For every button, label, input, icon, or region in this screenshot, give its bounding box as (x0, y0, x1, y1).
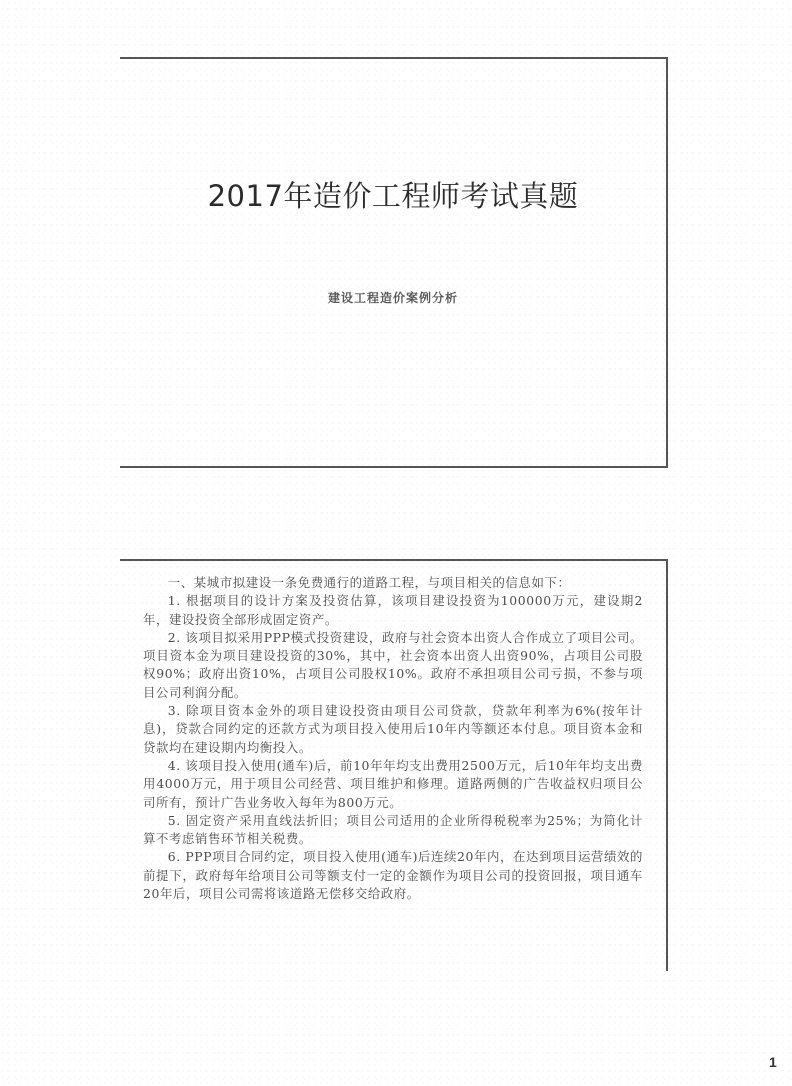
question-item-5: 5. 固定资产采用直线法折旧；项目公司适用的企业所得税税率为25%；为简化计算不考虑销售环节相关税费。 (143, 812, 643, 847)
question-slide (120, 559, 668, 971)
question-item-6: 6. PPP项目合同约定，项目投入使用(通车)后连续20年内，在达到项目运营绩效的前提下，政府每年给项目公司等额支付一定的金额作为项目公司的投资回报，项目通车20年后，项目公司需将该道路无偿移交给政府。 (143, 849, 643, 902)
question-item-3: 3. 除项目资本金外的项目建设投资由项目公司贷款，贷款年利率为6%(按年计息)，贷款合同约定的还款方式为项目投入使用后10年内等额还本付息。项目资本金和贷款均在建设期内均衡投入。 (143, 703, 643, 755)
title-slide (120, 57, 668, 468)
document-title: 2017年造价工程师考试真题 (207, 179, 579, 213)
question-item-2: 2. 该项目拟采用PPP模式投资建设，政府与社会资本出资人合作成立了项目公司。项目资本金为项目建设投资的30%，其中，社会资本出资人出资90%，占项目公司股权90%；政府出资10%，占项目公司股权10%。政府不承担项目公司亏损，不参与项目公司利润分配。 (143, 629, 643, 700)
question-item-1: 1. 根据项目的设计方案及投资估算，该项目建设投资为100000万元，建设期2年，建设投资全部形成固定资产。 (143, 593, 643, 627)
page-number: 1 (769, 1054, 777, 1070)
question-body (143, 574, 643, 903)
question-intro: 一、某城市拟建设一条免费通行的道路工程，与项目相关的信息如下： (167, 575, 571, 590)
question-item-4: 4. 该项目投入使用(通车)后，前10年年均支出费用2500万元，后10年年均支出费用4000万元，用于项目公司经营、项目维护和修理。道路两侧的广告收益权归项目公司所有，预计广告业务收入每年为800万元。 (143, 757, 643, 810)
document-subtitle: 建设工程造价案例分析 (327, 291, 458, 305)
